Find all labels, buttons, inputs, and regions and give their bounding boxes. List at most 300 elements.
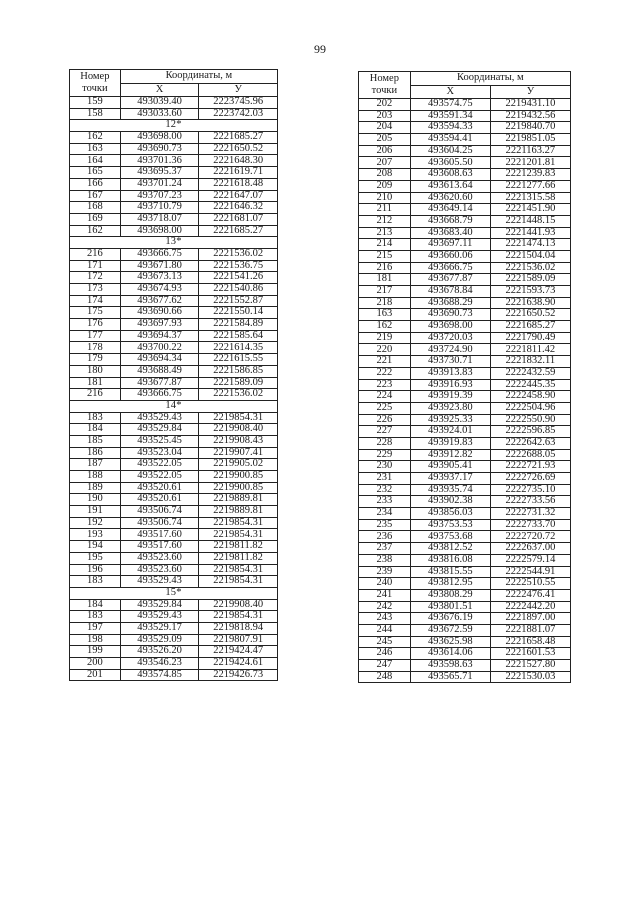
- point-number-cell: 187: [70, 459, 121, 471]
- table-row: [70, 646, 278, 658]
- table-row: [359, 356, 571, 368]
- point-number-cell: 163: [70, 143, 121, 155]
- point-number-cell: 168: [70, 202, 121, 214]
- y-coordinate-cell: 2221650.52: [490, 309, 570, 321]
- table-row: [359, 402, 571, 414]
- x-coordinate-cell: 493690.73: [120, 143, 199, 155]
- table-row: [70, 202, 278, 214]
- y-coordinate-cell: 2222720.72: [490, 531, 570, 543]
- point-number-cell: 178: [70, 342, 121, 354]
- x-coordinate-cell: 493666.75: [410, 262, 490, 274]
- x-coordinate-cell: 493919.39: [410, 391, 490, 403]
- y-coordinate-cell: 2221619.71: [199, 167, 278, 179]
- point-number-cell: 201: [70, 669, 121, 681]
- y-coordinate-cell: 2222721.93: [490, 461, 570, 473]
- x-coordinate-cell: 493937.17: [410, 473, 490, 485]
- x-coordinate-cell: 493913.83: [410, 367, 490, 379]
- point-number-cell: 194: [70, 541, 121, 553]
- x-coordinate-cell: 493529.09: [120, 634, 199, 646]
- point-number-cell: 169: [70, 213, 121, 225]
- x-coordinate-cell: 493677.62: [120, 295, 199, 307]
- table-row: [359, 519, 571, 531]
- point-number-cell: 174: [70, 295, 121, 307]
- table-row: [359, 566, 571, 578]
- point-number-cell: 240: [359, 578, 411, 590]
- y-coordinate-cell: 2222504.96: [490, 402, 570, 414]
- x-coordinate-cell: 493710.79: [120, 202, 199, 214]
- x-coordinate-cell: 493724.90: [410, 344, 490, 356]
- point-number-cell: 236: [359, 531, 411, 543]
- x-coordinate-cell: 493690.66: [120, 307, 199, 319]
- table-row: [70, 365, 278, 377]
- table-row: [359, 578, 571, 590]
- y-coordinate-cell: 2219854.31: [199, 611, 278, 623]
- x-coordinate-cell: 493506.74: [120, 506, 199, 518]
- table-row: [70, 517, 278, 529]
- table-row: [70, 634, 278, 646]
- table-row: [359, 169, 571, 181]
- x-coordinate-cell: 493605.50: [410, 157, 490, 169]
- coordinates-header: Координаты, м: [120, 70, 277, 84]
- table-row: [359, 192, 571, 204]
- table-row: [70, 576, 278, 588]
- y-coordinate-cell: 2221585.64: [199, 330, 278, 342]
- x-coordinate-cell: 493698.00: [410, 321, 490, 333]
- y-coordinate-cell: 2221536.02: [199, 248, 278, 260]
- x-coordinate-cell: 493604.25: [410, 145, 490, 157]
- point-number-cell: 181: [70, 377, 121, 389]
- y-coordinate-cell: 2222476.41: [490, 589, 570, 601]
- table-row: [70, 377, 278, 389]
- y-coordinate-cell: 2221540.86: [199, 284, 278, 296]
- table-row: [359, 461, 571, 473]
- table-row: [359, 671, 571, 683]
- point-number-cell: 239: [359, 566, 411, 578]
- x-coordinate-cell: 493666.75: [120, 389, 199, 401]
- point-number-cell: 183: [70, 412, 121, 424]
- point-number-cell: 163: [359, 309, 411, 321]
- x-coordinate-cell: 493517.60: [120, 529, 199, 541]
- table-row: [359, 134, 571, 146]
- x-coordinate-cell: 493720.03: [410, 332, 490, 344]
- table-row: [70, 564, 278, 576]
- y-coordinate-cell: 2221584.89: [199, 319, 278, 331]
- y-coordinate-cell: 2222510.55: [490, 578, 570, 590]
- point-number-cell: 198: [70, 634, 121, 646]
- x-coordinate-cell: 493700.22: [120, 342, 199, 354]
- section-label: 12*: [70, 120, 278, 132]
- x-coordinate-cell: 493506.74: [120, 517, 199, 529]
- table-row: [70, 108, 278, 120]
- point-number-cell: 172: [70, 272, 121, 284]
- point-number-cell: 166: [70, 178, 121, 190]
- point-number-cell: 189: [70, 482, 121, 494]
- table-row: [70, 599, 278, 611]
- point-number-cell: 221: [359, 356, 411, 368]
- y-coordinate-cell: 2221451.90: [490, 204, 570, 216]
- table-row: [359, 660, 571, 672]
- table-row: [359, 636, 571, 648]
- table-row: [70, 459, 278, 471]
- x-coordinate-cell: 493594.41: [410, 134, 490, 146]
- point-number-cell: 173: [70, 284, 121, 296]
- point-number-header-line1: Номер: [369, 72, 399, 84]
- y-coordinate-cell: 2221647.07: [199, 190, 278, 202]
- x-coordinate-cell: 493698.00: [120, 132, 199, 144]
- x-coordinate-cell: 493529.17: [120, 622, 199, 634]
- x-coordinate-cell: 493815.55: [410, 566, 490, 578]
- y-coordinate-cell: 2219811.82: [199, 552, 278, 564]
- point-number-cell: 215: [359, 250, 411, 262]
- table-row: [359, 110, 571, 122]
- section-row: [70, 237, 278, 249]
- table-row: [359, 508, 571, 520]
- y-coordinate-cell: 2221550.14: [199, 307, 278, 319]
- x-column-header: X: [410, 85, 490, 99]
- table-row: [359, 215, 571, 227]
- section-label: 14*: [70, 400, 278, 412]
- table-row: [70, 471, 278, 483]
- point-number-cell: 214: [359, 239, 411, 251]
- y-coordinate-cell: 2222445.35: [490, 379, 570, 391]
- table-row: [359, 157, 571, 169]
- y-coordinate-cell: 2221201.81: [490, 157, 570, 169]
- y-coordinate-cell: 2221881.07: [490, 624, 570, 636]
- y-coordinate-cell: 2223742.03: [199, 108, 278, 120]
- table-row: [70, 611, 278, 623]
- table-row: [70, 482, 278, 494]
- point-number-cell: 196: [70, 564, 121, 576]
- y-coordinate-cell: 2219900.85: [199, 471, 278, 483]
- table-row: [359, 227, 571, 239]
- x-column-header: X: [120, 83, 199, 97]
- y-coordinate-cell: 2223745.96: [199, 97, 278, 109]
- table-row: [70, 412, 278, 424]
- table-row: [70, 622, 278, 634]
- y-coordinate-cell: 2221638.90: [490, 297, 570, 309]
- x-coordinate-cell: 493812.52: [410, 543, 490, 555]
- point-number-cell: 223: [359, 379, 411, 391]
- x-coordinate-cell: 493916.93: [410, 379, 490, 391]
- point-number-cell: 245: [359, 636, 411, 648]
- table-row: [359, 414, 571, 426]
- table-row: [70, 424, 278, 436]
- table-row: [359, 426, 571, 438]
- y-coordinate-cell: 2221504.04: [490, 250, 570, 262]
- y-coordinate-cell: 2221615.55: [199, 354, 278, 366]
- y-coordinate-cell: 2221239.83: [490, 169, 570, 181]
- point-number-cell: 235: [359, 519, 411, 531]
- point-number-cell: 159: [70, 97, 121, 109]
- point-number-cell: 202: [359, 99, 411, 111]
- point-number-header: [359, 72, 411, 99]
- table-row: [359, 321, 571, 333]
- y-coordinate-cell: 2222642.63: [490, 437, 570, 449]
- x-coordinate-cell: 493674.93: [120, 284, 199, 296]
- x-coordinate-cell: 493520.61: [120, 494, 199, 506]
- point-number-cell: 231: [359, 473, 411, 485]
- y-coordinate-cell: 2221897.00: [490, 613, 570, 625]
- table-row: [359, 297, 571, 309]
- table-row: [70, 552, 278, 564]
- y-coordinate-cell: 2221315.58: [490, 192, 570, 204]
- y-coordinate-cell: 2219854.31: [199, 564, 278, 576]
- y-coordinate-cell: 2222731.32: [490, 508, 570, 520]
- table-row: [359, 145, 571, 157]
- x-coordinate-cell: 493856.03: [410, 508, 490, 520]
- y-coordinate-cell: 2221601.53: [490, 648, 570, 660]
- x-coordinate-cell: 493694.34: [120, 354, 199, 366]
- table-row: [70, 132, 278, 144]
- y-coordinate-cell: 2221530.03: [490, 671, 570, 683]
- y-coordinate-cell: 2222544.91: [490, 566, 570, 578]
- x-coordinate-cell: 493591.34: [410, 110, 490, 122]
- table-row: [70, 506, 278, 518]
- table-row: [359, 180, 571, 192]
- table-row: [359, 613, 571, 625]
- y-coordinate-cell: 2221589.09: [199, 377, 278, 389]
- section-label: 15*: [70, 587, 278, 599]
- y-coordinate-cell: 2219905.02: [199, 459, 278, 471]
- y-coordinate-cell: 2219854.31: [199, 576, 278, 588]
- point-number-header-line1: Номер: [80, 70, 110, 82]
- table-row: [359, 589, 571, 601]
- x-coordinate-cell: 493753.53: [410, 519, 490, 531]
- x-coordinate-cell: 493690.73: [410, 309, 490, 321]
- point-number-cell: 183: [70, 576, 121, 588]
- y-coordinate-cell: 2221685.27: [199, 132, 278, 144]
- table-row: [359, 484, 571, 496]
- table-row: [70, 541, 278, 553]
- point-number-cell: 219: [359, 332, 411, 344]
- table-row: [359, 122, 571, 134]
- y-coordinate-cell: 2222432.59: [490, 367, 570, 379]
- table-row: [359, 391, 571, 403]
- table-row: [70, 155, 278, 167]
- point-number-cell: 217: [359, 286, 411, 298]
- y-column-header: У: [199, 83, 278, 97]
- y-coordinate-cell: 2221448.15: [490, 215, 570, 227]
- point-number-cell: 205: [359, 134, 411, 146]
- y-coordinate-cell: 2219900.85: [199, 482, 278, 494]
- point-number-cell: 158: [70, 108, 121, 120]
- table-row: [70, 284, 278, 296]
- table-row: [359, 99, 571, 111]
- point-number-cell: 191: [70, 506, 121, 518]
- coordinates-table-left: [69, 69, 278, 681]
- table-row: [359, 332, 571, 344]
- point-number-cell: 216: [359, 262, 411, 274]
- table-row: [70, 307, 278, 319]
- table-row: [359, 648, 571, 660]
- point-number-cell: 200: [70, 658, 121, 670]
- x-coordinate-cell: 493574.85: [120, 669, 199, 681]
- y-coordinate-cell: 2222458.90: [490, 391, 570, 403]
- y-coordinate-cell: 2221832.11: [490, 356, 570, 368]
- x-coordinate-cell: 493614.06: [410, 648, 490, 660]
- x-coordinate-cell: 493677.87: [120, 377, 199, 389]
- point-number-cell: 162: [359, 321, 411, 333]
- x-coordinate-cell: 493672.59: [410, 624, 490, 636]
- x-coordinate-cell: 493625.98: [410, 636, 490, 648]
- x-coordinate-cell: 493668.79: [410, 215, 490, 227]
- point-number-cell: 165: [70, 167, 121, 179]
- y-coordinate-cell: 2219889.81: [199, 506, 278, 518]
- point-number-header: [70, 70, 121, 97]
- point-number-cell: 230: [359, 461, 411, 473]
- x-coordinate-cell: 493905.41: [410, 461, 490, 473]
- y-coordinate-cell: 2221593.73: [490, 286, 570, 298]
- point-number-cell: 248: [359, 671, 411, 683]
- point-number-cell: 211: [359, 204, 411, 216]
- point-number-cell: 227: [359, 426, 411, 438]
- x-coordinate-cell: 493902.38: [410, 496, 490, 508]
- y-coordinate-cell: 2219424.61: [199, 658, 278, 670]
- point-number-cell: 193: [70, 529, 121, 541]
- x-coordinate-cell: 493526.20: [120, 646, 199, 658]
- point-number-cell: 183: [70, 611, 121, 623]
- table-row: [359, 274, 571, 286]
- y-coordinate-cell: 2221685.27: [490, 321, 570, 333]
- point-number-cell: 244: [359, 624, 411, 636]
- x-coordinate-cell: 493529.43: [120, 576, 199, 588]
- section-row: [70, 120, 278, 132]
- point-number-cell: 243: [359, 613, 411, 625]
- table-row: [70, 435, 278, 447]
- table-row: [70, 319, 278, 331]
- x-coordinate-cell: 493695.37: [120, 167, 199, 179]
- y-coordinate-cell: 2221646.32: [199, 202, 278, 214]
- table-row: [70, 330, 278, 342]
- point-number-cell: 190: [70, 494, 121, 506]
- y-coordinate-cell: 2219432.56: [490, 110, 570, 122]
- table-row: [359, 286, 571, 298]
- point-number-cell: 167: [70, 190, 121, 202]
- point-number-cell: 199: [70, 646, 121, 658]
- point-number-cell: 246: [359, 648, 411, 660]
- x-coordinate-cell: 493523.04: [120, 447, 199, 459]
- table-row: [359, 367, 571, 379]
- x-coordinate-cell: 493671.80: [120, 260, 199, 272]
- y-coordinate-cell: 2221163.27: [490, 145, 570, 157]
- x-coordinate-cell: 493808.29: [410, 589, 490, 601]
- x-coordinate-cell: 493594.33: [410, 122, 490, 134]
- point-number-cell: 228: [359, 437, 411, 449]
- x-coordinate-cell: 493812.95: [410, 578, 490, 590]
- y-coordinate-cell: 2222596.85: [490, 426, 570, 438]
- x-coordinate-cell: 493677.87: [410, 274, 490, 286]
- table-row: [359, 624, 571, 636]
- point-number-cell: 233: [359, 496, 411, 508]
- point-number-header-line2: точки: [82, 83, 108, 94]
- point-number-cell: 238: [359, 554, 411, 566]
- table-row: [359, 601, 571, 613]
- table-row: [359, 496, 571, 508]
- x-coordinate-cell: 493574.75: [410, 99, 490, 111]
- x-coordinate-cell: 493033.60: [120, 108, 199, 120]
- point-number-cell: 176: [70, 319, 121, 331]
- x-coordinate-cell: 493525.45: [120, 435, 199, 447]
- y-coordinate-cell: 2222579.14: [490, 554, 570, 566]
- table-row: [70, 658, 278, 670]
- x-coordinate-cell: 493935.74: [410, 484, 490, 496]
- point-number-cell: 179: [70, 354, 121, 366]
- table-row: [70, 248, 278, 260]
- point-number-cell: 162: [70, 132, 121, 144]
- point-number-cell: 180: [70, 365, 121, 377]
- y-coordinate-cell: 2221648.30: [199, 155, 278, 167]
- table-row: [70, 167, 278, 179]
- y-column-header: У: [490, 85, 570, 99]
- y-coordinate-cell: 2222442.20: [490, 601, 570, 613]
- point-number-cell: 216: [70, 389, 121, 401]
- y-coordinate-cell: 2222688.05: [490, 449, 570, 461]
- point-number-header-line2: точки: [371, 85, 398, 96]
- point-number-cell: 218: [359, 297, 411, 309]
- x-coordinate-cell: 493598.63: [410, 660, 490, 672]
- x-coordinate-cell: 493529.84: [120, 599, 199, 611]
- point-number-cell: 212: [359, 215, 411, 227]
- table-row: [359, 531, 571, 543]
- coordinates-header: Координаты, м: [410, 72, 570, 86]
- x-coordinate-cell: 493816.08: [410, 554, 490, 566]
- y-coordinate-cell: 2221614.35: [199, 342, 278, 354]
- x-coordinate-cell: 493801.51: [410, 601, 490, 613]
- x-coordinate-cell: 493683.40: [410, 227, 490, 239]
- point-number-cell: 184: [70, 424, 121, 436]
- x-coordinate-cell: 493660.06: [410, 250, 490, 262]
- point-number-cell: 222: [359, 367, 411, 379]
- point-number-cell: 209: [359, 180, 411, 192]
- point-number-cell: 192: [70, 517, 121, 529]
- y-coordinate-cell: 2221681.07: [199, 213, 278, 225]
- point-number-cell: 185: [70, 435, 121, 447]
- table-row: [70, 260, 278, 272]
- table-row: [359, 449, 571, 461]
- y-coordinate-cell: 2222733.70: [490, 519, 570, 531]
- y-coordinate-cell: 2221536.75: [199, 260, 278, 272]
- point-number-cell: 175: [70, 307, 121, 319]
- x-coordinate-cell: 493701.36: [120, 155, 199, 167]
- y-coordinate-cell: 2222726.69: [490, 473, 570, 485]
- y-coordinate-cell: 2219854.31: [199, 412, 278, 424]
- y-coordinate-cell: 2219851.05: [490, 134, 570, 146]
- x-coordinate-cell: 493666.75: [120, 248, 199, 260]
- y-coordinate-cell: 2219854.31: [199, 517, 278, 529]
- y-coordinate-cell: 2221586.85: [199, 365, 278, 377]
- x-coordinate-cell: 493688.29: [410, 297, 490, 309]
- y-coordinate-cell: 2219889.81: [199, 494, 278, 506]
- y-coordinate-cell: 2221790.49: [490, 332, 570, 344]
- point-number-cell: 181: [359, 274, 411, 286]
- y-coordinate-cell: 2219907.41: [199, 447, 278, 459]
- point-number-cell: 197: [70, 622, 121, 634]
- x-coordinate-cell: 493924.01: [410, 426, 490, 438]
- table-row: [70, 389, 278, 401]
- table-row: [70, 494, 278, 506]
- y-coordinate-cell: 2221541.26: [199, 272, 278, 284]
- y-coordinate-cell: 2221536.02: [490, 262, 570, 274]
- x-coordinate-cell: 493520.61: [120, 482, 199, 494]
- x-coordinate-cell: 493529.43: [120, 611, 199, 623]
- y-coordinate-cell: 2221589.09: [490, 274, 570, 286]
- x-coordinate-cell: 493697.93: [120, 319, 199, 331]
- y-coordinate-cell: 2219818.94: [199, 622, 278, 634]
- x-coordinate-cell: 493565.71: [410, 671, 490, 683]
- table-row: [359, 473, 571, 485]
- y-coordinate-cell: 2221552.87: [199, 295, 278, 307]
- x-coordinate-cell: 493694.37: [120, 330, 199, 342]
